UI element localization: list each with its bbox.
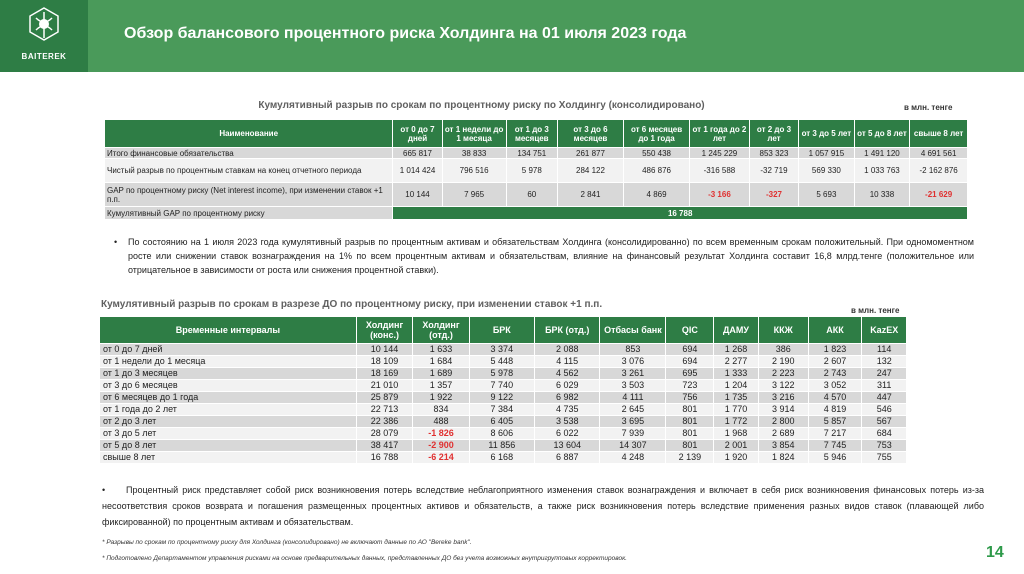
- table-row: [105, 159, 968, 183]
- row-label: Кумулятивный GAP по процентному риску: [105, 207, 393, 220]
- cell: -32 719: [749, 159, 798, 183]
- cell: 801: [666, 428, 714, 440]
- cell: 1 922: [413, 392, 469, 404]
- cell: 5 857: [808, 416, 862, 428]
- header-cell: Отбасы банк: [600, 317, 666, 344]
- cell: 1 357: [413, 380, 469, 392]
- cell: 261 877: [557, 148, 623, 159]
- cell: 753: [862, 440, 907, 452]
- cell: 665 817: [393, 148, 442, 159]
- cell: 2 088: [534, 344, 600, 356]
- header-cell: БРК (отд.): [534, 317, 600, 344]
- cell: 1 823: [808, 344, 862, 356]
- cell: 5 978: [506, 159, 557, 183]
- cell: 6 887: [534, 452, 600, 464]
- cell: 2 277: [714, 356, 758, 368]
- cell: 2 139: [666, 452, 714, 464]
- cell: 1 245 229: [690, 148, 750, 159]
- cell: 22 386: [356, 416, 412, 428]
- cell: 546: [862, 404, 907, 416]
- cell: 801: [666, 416, 714, 428]
- cell: 756: [666, 392, 714, 404]
- table2-header-row: [100, 317, 907, 344]
- risk-definition-paragraph: [102, 482, 984, 530]
- cell: 11 856: [469, 440, 534, 452]
- cell: 5 978: [469, 368, 534, 380]
- row-label: Итого финансовые обязательства: [105, 148, 393, 159]
- cell: 2 841: [557, 183, 623, 207]
- cell: 1 491 120: [854, 148, 910, 159]
- cell: 6 022: [534, 428, 600, 440]
- summary-paragraph: [114, 235, 974, 277]
- cell: 694: [666, 344, 714, 356]
- cell: 1 824: [758, 452, 808, 464]
- cell: 4 819: [808, 404, 862, 416]
- page-number: 14: [986, 544, 1004, 561]
- cell: 1 014 424: [393, 159, 442, 183]
- cell: -2 162 876: [910, 159, 968, 183]
- header-cell: АКК: [808, 317, 862, 344]
- row-label: от 0 до 7 дней: [100, 344, 357, 356]
- cell: 13 604: [534, 440, 600, 452]
- cell: 7 384: [469, 404, 534, 416]
- cell: 247: [862, 368, 907, 380]
- cell: 18 169: [356, 368, 412, 380]
- cell: 2 743: [808, 368, 862, 380]
- header-cell: от 1 до 3 месяцев: [506, 120, 557, 148]
- cell: 21 010: [356, 380, 412, 392]
- cell: 3 052: [808, 380, 862, 392]
- cell: 38 833: [442, 148, 506, 159]
- cell: 3 076: [600, 356, 666, 368]
- cell: 3 695: [600, 416, 666, 428]
- row-label: от 3 до 6 месяцев: [100, 380, 357, 392]
- logo-text: BAITEREK: [21, 52, 67, 61]
- cell: 1 968: [714, 428, 758, 440]
- row-label: от 1 года до 2 лет: [100, 404, 357, 416]
- table-row: [100, 452, 907, 464]
- cell: 8 606: [469, 428, 534, 440]
- cell: 2 190: [758, 356, 808, 368]
- cell: 834: [413, 404, 469, 416]
- cell: 4 869: [624, 183, 690, 207]
- cell: 134 751: [506, 148, 557, 159]
- table-row: [100, 440, 907, 452]
- cell: 6 982: [534, 392, 600, 404]
- cell: 567: [862, 416, 907, 428]
- subsidiaries-gap-table: [99, 316, 907, 464]
- bullet: •: [102, 485, 106, 495]
- cell: 7 939: [600, 428, 666, 440]
- cell: 1 689: [413, 368, 469, 380]
- header-bar: [0, 0, 1024, 72]
- table2-caption: Кумулятивный разрыв по срокам в разрезе ДО по процентному риску, при изменении ставок +1 п.п.: [101, 299, 603, 310]
- cell: 3 503: [600, 380, 666, 392]
- header-cell: свыше 8 лет: [910, 120, 968, 148]
- table-row: [100, 404, 907, 416]
- table1-header-row: [105, 120, 968, 148]
- cell: 1 735: [714, 392, 758, 404]
- cell: 801: [666, 440, 714, 452]
- cell: 311: [862, 380, 907, 392]
- footnote: * Разрывы по срокам по процентному риску для Холдинга (консолидировано) не включают данные по АО "Bereke bank".: [102, 539, 472, 546]
- header-cell: Холдинг (отд.): [413, 317, 469, 344]
- cell: 5 946: [808, 452, 862, 464]
- cell: 695: [666, 368, 714, 380]
- header-cell: ККЖ: [758, 317, 808, 344]
- cell: 10 144: [356, 344, 412, 356]
- cell: 9 122: [469, 392, 534, 404]
- footnote: * Подготовлено Департаментом управления рисками на основе предварительных данных, представленных ДО без учета возможных внутригрупповых корректировок.: [102, 555, 627, 562]
- cell: 2 800: [758, 416, 808, 428]
- page-title: Обзор балансового процентного риска Холдинга на 01 июля 2023 года: [124, 25, 687, 42]
- paragraph-text: Процентный риск представляет собой риск возникновения потерь вследствие неблагоприятного изменения ставок вознаграждения и включает в себя риск возникновения финансовых потерь из-за несоответствия сроков возврата и погашения размещенных процентных активов и обязательств, а также риск возникновения потерь вследствие применения разных видов ставок (плавающей либо фиксированной) по процентным активам и обязательствам.: [102, 485, 984, 527]
- cell: 569 330: [799, 159, 855, 183]
- cell: 386: [758, 344, 808, 356]
- cell: 16 788: [356, 452, 412, 464]
- cell: 488: [413, 416, 469, 428]
- header-cell: Наименование: [105, 120, 393, 148]
- header-cell: от 2 до 3 лет: [749, 120, 798, 148]
- cell: 2 645: [600, 404, 666, 416]
- cell: 1 057 915: [799, 148, 855, 159]
- cell: 4 115: [534, 356, 600, 368]
- cell: 796 516: [442, 159, 506, 183]
- cell: 10 338: [854, 183, 910, 207]
- table-row: [100, 344, 907, 356]
- row-label: от 1 недели до 1 месяца: [100, 356, 357, 368]
- cumulative-gap-value: 16 788: [393, 207, 968, 220]
- cell: 486 876: [624, 159, 690, 183]
- cell: 853: [600, 344, 666, 356]
- cell: 2 001: [714, 440, 758, 452]
- row-label: от 6 месяцев до 1 года: [100, 392, 357, 404]
- cell: 1 204: [714, 380, 758, 392]
- cell: -2 900: [413, 440, 469, 452]
- row-label: свыше 8 лет: [100, 452, 357, 464]
- cell: 7 745: [808, 440, 862, 452]
- header-cell: Холдинг (конс.): [356, 317, 412, 344]
- header-cell: от 5 до 8 лет: [854, 120, 910, 148]
- cell: 1 033 763: [854, 159, 910, 183]
- tree-logo-icon: [24, 6, 64, 50]
- cell: -327: [749, 183, 798, 207]
- cell: 6 168: [469, 452, 534, 464]
- cell: 1 268: [714, 344, 758, 356]
- table2-unit: в млн. тенге: [851, 306, 900, 315]
- cell: 18 109: [356, 356, 412, 368]
- row-label: от 1 до 3 месяцев: [100, 368, 357, 380]
- table-row: [100, 356, 907, 368]
- baiterek-logo: [0, 0, 88, 72]
- cell: 4 248: [600, 452, 666, 464]
- cell: 25 879: [356, 392, 412, 404]
- cell: 755: [862, 452, 907, 464]
- header-cell: от 3 до 6 месяцев: [557, 120, 623, 148]
- cell: 7 740: [469, 380, 534, 392]
- table1-caption: Кумулятивный разрыв по срокам по процентному риску по Холдингу (консолидировано): [258, 100, 705, 111]
- row-label: Чистый разрыв по процентным ставкам на конец отчетного периода: [105, 159, 393, 183]
- cell: 3 216: [758, 392, 808, 404]
- header-cell: от 6 месяцев до 1 года: [624, 120, 690, 148]
- cell: 6 029: [534, 380, 600, 392]
- table-row: [100, 368, 907, 380]
- cell: 1 684: [413, 356, 469, 368]
- bullet: •: [114, 237, 118, 247]
- cell: 5 448: [469, 356, 534, 368]
- cell: 3 374: [469, 344, 534, 356]
- cell: 4 691 561: [910, 148, 968, 159]
- cell: 10 144: [393, 183, 442, 207]
- cell: 684: [862, 428, 907, 440]
- cell: 4 111: [600, 392, 666, 404]
- cell: 4 570: [808, 392, 862, 404]
- header-cell: KazEX: [862, 317, 907, 344]
- cell: 4 735: [534, 404, 600, 416]
- cell: -316 588: [690, 159, 750, 183]
- table-row: [100, 392, 907, 404]
- cell: 550 438: [624, 148, 690, 159]
- table-row: [100, 380, 907, 392]
- cell: -21 629: [910, 183, 968, 207]
- paragraph-text: По состоянию на 1 июля 2023 года кумулятивный разрыв по процентным активам и обязательствам Холдинга (консолидированно) по всем временным срокам положительный. При одномоментном росте или снижении ставок вознаграждения на 1% по всем процентным активам и обязательствам, влияние на финансовый результат Холдинга составит 16,8 млрд.тенге (положительное или отрицательное в зависимости от роста или снижения процентной ставки).: [128, 237, 974, 275]
- cell: 38 417: [356, 440, 412, 452]
- cell: 1 333: [714, 368, 758, 380]
- table-row: [100, 428, 907, 440]
- cell: 3 854: [758, 440, 808, 452]
- cell: 60: [506, 183, 557, 207]
- cell: 1 770: [714, 404, 758, 416]
- cell: 1 920: [714, 452, 758, 464]
- cell: 5 693: [799, 183, 855, 207]
- cumulative-gap-table: [104, 119, 968, 220]
- cell: 284 122: [557, 159, 623, 183]
- row-label: от 3 до 5 лет: [100, 428, 357, 440]
- table-row: [100, 416, 907, 428]
- cell: 2 689: [758, 428, 808, 440]
- cell: 3 914: [758, 404, 808, 416]
- cell: 28 079: [356, 428, 412, 440]
- cell: 14 307: [600, 440, 666, 452]
- header-cell: БРК: [469, 317, 534, 344]
- row-label: от 2 до 3 лет: [100, 416, 357, 428]
- cell: 2 607: [808, 356, 862, 368]
- header-cell: от 3 до 5 лет: [799, 120, 855, 148]
- cell: -1 826: [413, 428, 469, 440]
- cell: 6 405: [469, 416, 534, 428]
- cell: 4 562: [534, 368, 600, 380]
- cell: 114: [862, 344, 907, 356]
- header-cell: ДАМУ: [714, 317, 758, 344]
- cell: -6 214: [413, 452, 469, 464]
- cell: 1 633: [413, 344, 469, 356]
- cell: 723: [666, 380, 714, 392]
- cell: 801: [666, 404, 714, 416]
- row-label: GAP по процентному риску (Net interest income), при изменении ставок +1 п.п.: [105, 183, 393, 207]
- header-cell: QIC: [666, 317, 714, 344]
- cell: 853 323: [749, 148, 798, 159]
- cell: 132: [862, 356, 907, 368]
- table-row: [105, 183, 968, 207]
- header-cell: Временные интервалы: [100, 317, 357, 344]
- cell: 3 538: [534, 416, 600, 428]
- table1-unit: в млн. тенге: [904, 103, 953, 112]
- cell: 22 713: [356, 404, 412, 416]
- table-row: [105, 148, 968, 159]
- cumulative-gap-row: [105, 207, 968, 220]
- cell: 1 772: [714, 416, 758, 428]
- cell: 447: [862, 392, 907, 404]
- header-cell: от 1 года до 2 лет: [690, 120, 750, 148]
- cell: 7 217: [808, 428, 862, 440]
- cell: 2 223: [758, 368, 808, 380]
- cell: 3 122: [758, 380, 808, 392]
- cell: -3 166: [690, 183, 750, 207]
- cell: 3 261: [600, 368, 666, 380]
- cell: 694: [666, 356, 714, 368]
- row-label: от 5 до 8 лет: [100, 440, 357, 452]
- header-cell: от 0 до 7 дней: [393, 120, 442, 148]
- header-cell: от 1 недели до 1 месяца: [442, 120, 506, 148]
- cell: 7 965: [442, 183, 506, 207]
